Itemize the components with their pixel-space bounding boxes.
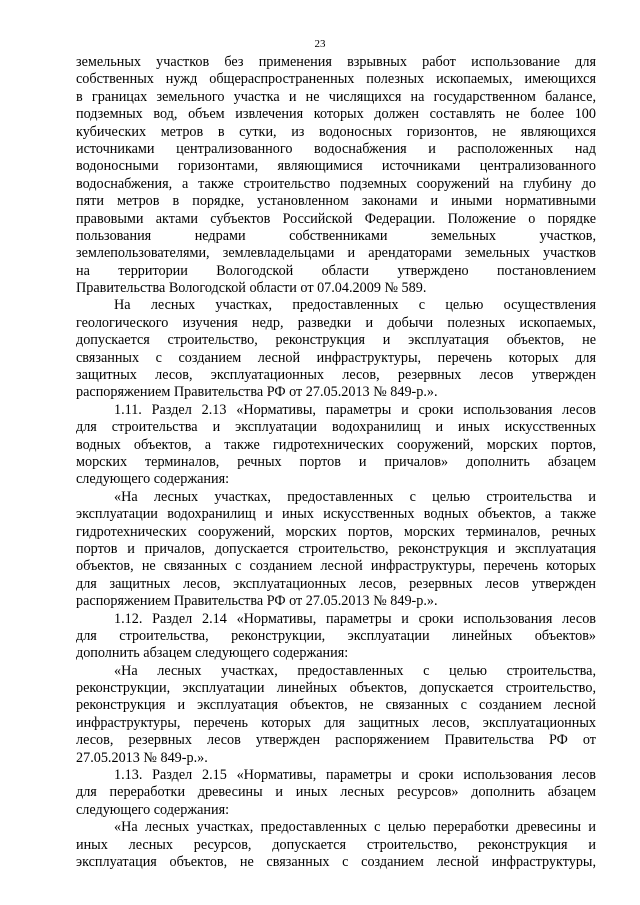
text-line: следующего содержания:: [76, 471, 230, 488]
document-body: [76, 54, 596, 871]
text-line: инфраструктуры, перечень которых для защитных лесов, эксплуатационных: [76, 714, 596, 731]
text-line: дополнить абзацем следующего содержания:: [76, 645, 349, 662]
text-line: 27.05.2013 № 849-р.».: [76, 749, 208, 766]
text-line: геологического изучения недр, разведки и добычи полезных ископаемых,: [76, 314, 596, 331]
text-line: водных объектов, а также гидротехнических сооружений, морских портов,: [76, 436, 596, 453]
text-line: правовыми актами субъектов Российской Федерации. Положение о порядке: [76, 210, 596, 227]
text-line: На лесных участках, предоставленных с целью осуществления: [114, 297, 596, 314]
text-line: 1.13. Раздел 2.15 «Нормативы, параметры и сроки использования лесов: [114, 767, 596, 784]
text-line: следующего содержания:: [76, 801, 230, 818]
text-line: водоносными горизонтами, являющимися источниками централизованного: [76, 158, 596, 175]
text-line: эксплуатация объектов, не связанных с созданием лесной инфраструктуры,: [76, 853, 596, 870]
text-line: для строительства и эксплуатации водохранилищ и иных искусственных: [76, 419, 596, 436]
text-line: реконструкции, эксплуатации линейных объектов, допускается строительство,: [76, 680, 596, 697]
text-line: связанных с созданием лесной инфраструктуры, перечень которых для: [76, 349, 596, 366]
text-line: собственных нужд общераспространенных полезных ископаемых, имеющихся: [76, 71, 596, 88]
page-number: 23: [314, 38, 326, 50]
text-line: объектов, не связанных с созданием лесной инфраструктуры, перечень которых: [76, 558, 596, 575]
text-line: морских терминалов, речных портов и причалов» дополнить абзацем: [76, 453, 596, 470]
text-line: источниками централизованного водоснабжения и расположенных над: [76, 140, 596, 157]
text-line: распоряжением Правительства РФ от 27.05.2013 № 849-р.».: [76, 593, 438, 610]
text-line: пользования недрами собственниками земельных участков,: [76, 227, 596, 244]
text-line: 1.12. Раздел 2.14 «Нормативы, параметры и сроки использования лесов: [114, 610, 596, 627]
text-line: лесов, резервных лесов утвержден распоряжением Правительства РФ от: [76, 732, 596, 749]
text-line: для строительства, реконструкции, эксплуатации линейных объектов»: [76, 627, 596, 644]
text-line: на территории Вологодской области утверждено постановлением: [76, 262, 596, 279]
text-line: иных лесных ресурсов, допускается строительство, реконструкция и: [76, 836, 596, 853]
text-line: «На лесных участках, предоставленных с целью переработки древесины и: [114, 819, 596, 836]
text-line: в границах земельного участка и не числящихся на государственном балансе,: [76, 88, 596, 105]
text-line: 1.11. Раздел 2.13 «Нормативы, параметры и сроки использования лесов: [114, 401, 596, 418]
text-line: пяти метров в порядке, установленном законами и иными нормативными: [76, 193, 596, 210]
text-line: кубических метров в сутки, из водоносных горизонтов, не являющихся: [76, 123, 596, 140]
text-line: подземных вод, объем извлечения которых должен составлять не более 100: [76, 106, 596, 123]
text-line: земельных участков без применения взрывных работ использование для: [76, 54, 596, 70]
text-line: допускается строительство, реконструкция и эксплуатация объектов, не: [76, 332, 596, 349]
text-line: для защитных лесов, эксплуатационных лесов, резервных лесов утвержден: [76, 575, 596, 592]
text-line: водоснабжения, а также строительство подземных сооружений на глубину до: [76, 175, 596, 192]
text-line: реконструкция и эксплуатация объектов, не связанных с созданием лесной: [76, 697, 596, 714]
text-line: «На лесных участках, предоставленных с целью строительства,: [114, 662, 596, 679]
text-line: Правительства Вологодской области от 07.04.2009 № 589.: [76, 280, 427, 297]
text-line: для переработки древесины и иных лесных ресурсов» дополнить абзацем: [76, 784, 596, 801]
text-line: портов и причалов, допускается строительство, реконструкция и эксплуатация: [76, 540, 596, 557]
text-line: «На лесных участках, предоставленных с целью строительства и: [114, 488, 596, 505]
text-line: распоряжением Правительства РФ от 27.05.2013 № 849-р.».: [76, 384, 438, 401]
text-line: защитных лесов, эксплуатационных лесов, резервных лесов утвержден: [76, 367, 596, 384]
text-line: эксплуатации водохранилищ и иных искусственных водных объектов, а также: [76, 506, 596, 523]
text-line: землепользователями, землевладельцами и арендаторами земельных участков: [76, 245, 596, 262]
text-line: гидротехнических сооружений, морских портов, морских терминалов, речных: [76, 523, 596, 540]
